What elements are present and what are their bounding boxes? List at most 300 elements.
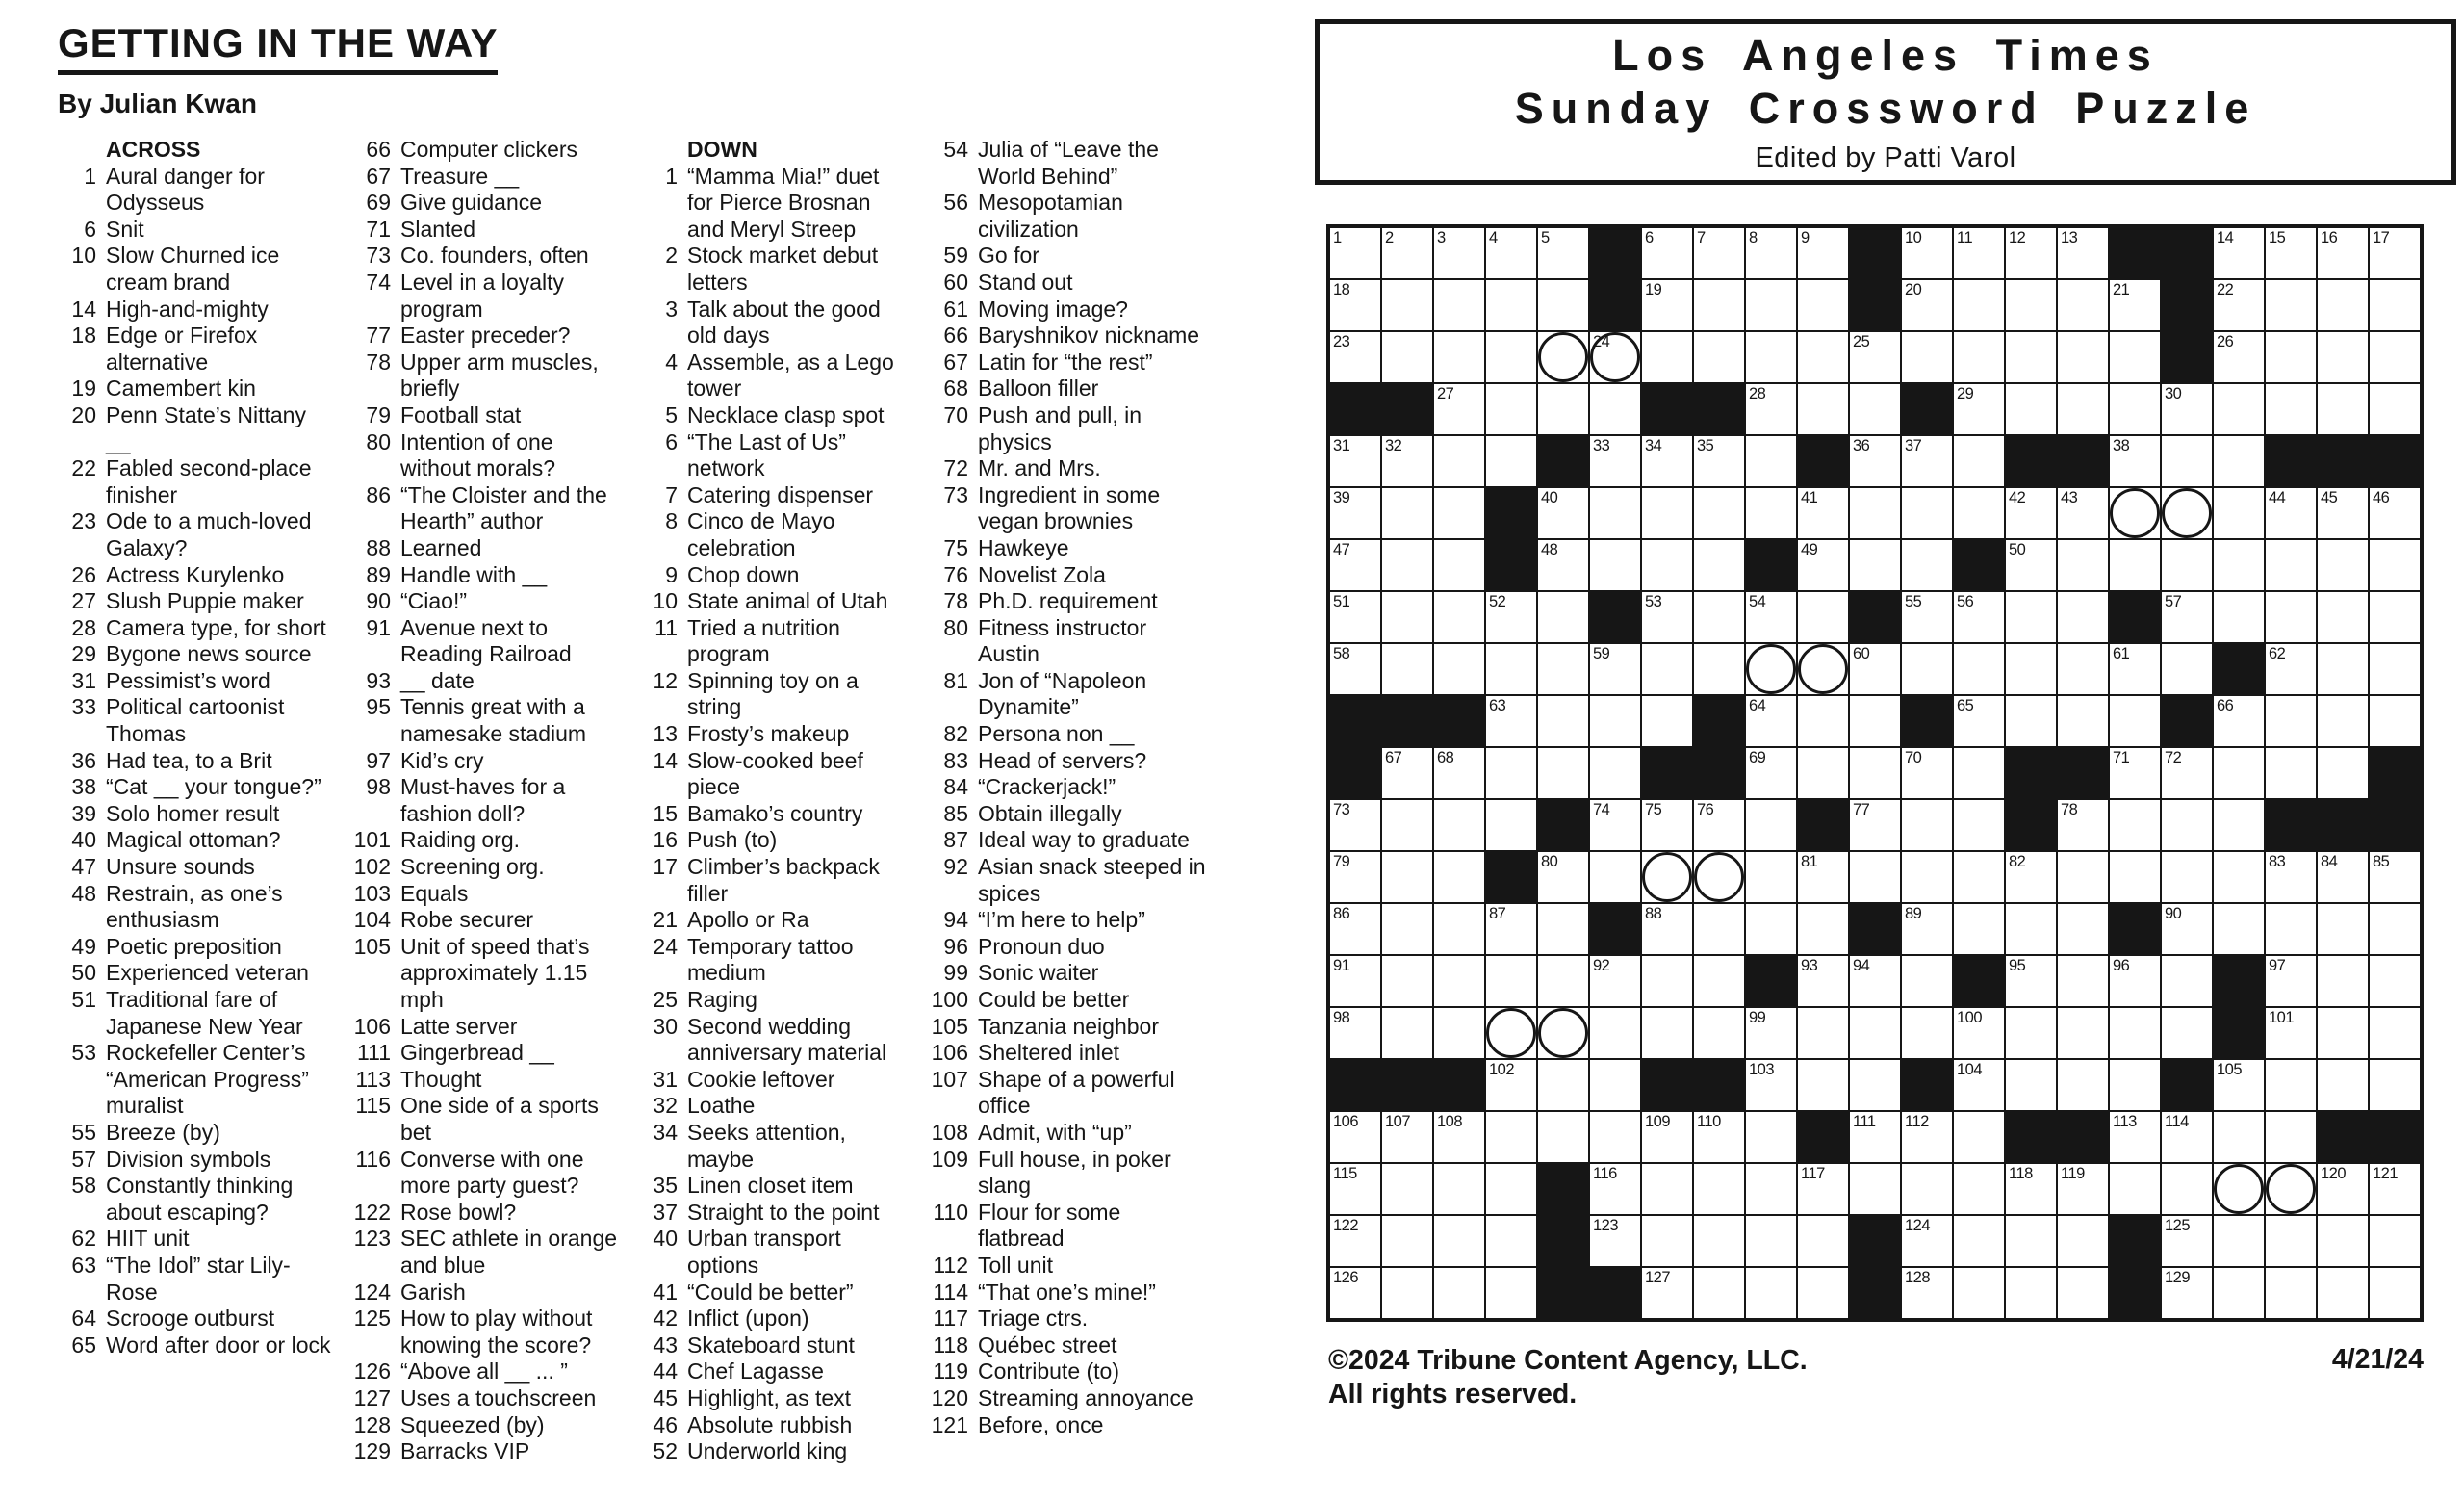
grid-cell[interactable] (1590, 1060, 1640, 1110)
grid-cell[interactable] (2110, 488, 2160, 538)
grid-cell[interactable] (1538, 488, 1588, 538)
grid-cell[interactable] (1694, 280, 1744, 330)
grid-cell[interactable] (2370, 904, 2420, 954)
grid-cell[interactable] (1746, 436, 1796, 486)
grid-cell[interactable] (2370, 696, 2420, 746)
grid-cell[interactable] (2058, 540, 2108, 590)
grid-cell[interactable] (1434, 280, 1484, 330)
grid-cell[interactable] (2266, 280, 2316, 330)
grid-cell[interactable] (1382, 228, 1432, 278)
grid-cell[interactable] (1486, 1060, 1536, 1110)
grid-cell[interactable] (1902, 1164, 1952, 1214)
grid-cell[interactable] (2006, 696, 2056, 746)
grid-cell[interactable] (2162, 956, 2212, 1006)
grid-cell[interactable] (1954, 1268, 2004, 1318)
grid-cell[interactable] (1694, 1216, 1744, 1266)
grid-cell[interactable] (2214, 1060, 2264, 1110)
grid-cell[interactable] (2110, 280, 2160, 330)
grid-cell[interactable] (1954, 1008, 2004, 1058)
grid-cell[interactable] (1746, 592, 1796, 642)
grid-cell[interactable] (1954, 1112, 2004, 1162)
grid-cell[interactable] (1642, 1112, 1692, 1162)
grid-cell[interactable] (2162, 1008, 2212, 1058)
grid-cell[interactable] (2006, 1060, 2056, 1110)
grid-cell[interactable] (1694, 592, 1744, 642)
grid-cell[interactable] (2006, 904, 2056, 954)
grid-cell[interactable] (1590, 488, 1640, 538)
grid-cell[interactable] (1486, 748, 1536, 798)
grid-cell[interactable] (2214, 1268, 2264, 1318)
grid-cell[interactable] (1434, 592, 1484, 642)
grid-cell[interactable] (1642, 332, 1692, 382)
grid-cell[interactable] (1382, 1164, 1432, 1214)
grid-cell[interactable] (1590, 436, 1640, 486)
grid-cell[interactable] (2214, 332, 2264, 382)
grid-cell[interactable] (1746, 1008, 1796, 1058)
grid-cell[interactable] (1434, 800, 1484, 850)
grid-cell[interactable] (1434, 748, 1484, 798)
grid-cell[interactable] (2214, 488, 2264, 538)
grid-cell[interactable] (1850, 696, 1900, 746)
grid-cell[interactable] (1642, 644, 1692, 694)
grid-cell[interactable] (1694, 540, 1744, 590)
grid-cell[interactable] (1330, 592, 1380, 642)
grid-cell[interactable] (1434, 1268, 1484, 1318)
grid-cell[interactable] (1382, 1216, 1432, 1266)
grid-cell[interactable] (2370, 1008, 2420, 1058)
grid-cell[interactable] (2266, 644, 2316, 694)
grid-cell[interactable] (1382, 800, 1432, 850)
grid-cell[interactable] (2370, 1060, 2420, 1110)
grid-cell[interactable] (1954, 644, 2004, 694)
grid-cell[interactable] (1330, 280, 1380, 330)
grid-cell[interactable] (1538, 280, 1588, 330)
grid-cell[interactable] (1434, 644, 1484, 694)
grid-cell[interactable] (2318, 1268, 2368, 1318)
grid-cell[interactable] (2318, 644, 2368, 694)
grid-cell[interactable] (2318, 384, 2368, 434)
grid-cell[interactable] (1798, 540, 1848, 590)
grid-cell[interactable] (1538, 592, 1588, 642)
grid-cell[interactable] (2266, 748, 2316, 798)
grid-cell[interactable] (1382, 644, 1432, 694)
grid-cell[interactable] (1486, 436, 1536, 486)
grid-cell[interactable] (1694, 1112, 1744, 1162)
grid-cell[interactable] (1434, 852, 1484, 902)
grid-cell[interactable] (2006, 956, 2056, 1006)
grid-cell[interactable] (2006, 280, 2056, 330)
grid-cell[interactable] (2110, 1008, 2160, 1058)
grid-cell[interactable] (1902, 592, 1952, 642)
grid-cell[interactable] (1486, 1268, 1536, 1318)
grid-cell[interactable] (2266, 1008, 2316, 1058)
grid-cell[interactable] (1902, 748, 1952, 798)
grid-cell[interactable] (1642, 488, 1692, 538)
grid-cell[interactable] (2266, 696, 2316, 746)
grid-cell[interactable] (1798, 332, 1848, 382)
grid-cell[interactable] (2162, 384, 2212, 434)
grid-cell[interactable] (2318, 228, 2368, 278)
grid-cell[interactable] (1850, 436, 1900, 486)
grid-cell[interactable] (2266, 904, 2316, 954)
grid-cell[interactable] (1434, 488, 1484, 538)
grid-cell[interactable] (1694, 1164, 1744, 1214)
grid-cell[interactable] (1902, 800, 1952, 850)
grid-cell[interactable] (2110, 696, 2160, 746)
grid-cell[interactable] (2214, 228, 2264, 278)
grid-cell[interactable] (2318, 540, 2368, 590)
grid-cell[interactable] (1850, 384, 1900, 434)
grid-cell[interactable] (2110, 1164, 2160, 1214)
grid-cell[interactable] (1850, 540, 1900, 590)
grid-cell[interactable] (2214, 436, 2264, 486)
grid-cell[interactable] (2006, 540, 2056, 590)
grid-cell[interactable] (2006, 1268, 2056, 1318)
grid-cell[interactable] (1590, 1216, 1640, 1266)
grid-cell[interactable] (1486, 956, 1536, 1006)
grid-cell[interactable] (1434, 384, 1484, 434)
grid-cell[interactable] (1902, 904, 1952, 954)
grid-cell[interactable] (2370, 384, 2420, 434)
grid-cell[interactable] (1434, 332, 1484, 382)
grid-cell[interactable] (1798, 280, 1848, 330)
grid-cell[interactable] (2266, 332, 2316, 382)
grid-cell[interactable] (1642, 436, 1692, 486)
grid-cell[interactable] (2058, 800, 2108, 850)
grid-cell[interactable] (2110, 956, 2160, 1006)
grid-cell[interactable] (2318, 696, 2368, 746)
grid-cell[interactable] (1330, 436, 1380, 486)
grid-cell[interactable] (2214, 1164, 2264, 1214)
grid-cell[interactable] (2110, 384, 2160, 434)
grid-cell[interactable] (2266, 1164, 2316, 1214)
grid-cell[interactable] (1382, 540, 1432, 590)
grid-cell[interactable] (2110, 1112, 2160, 1162)
grid-cell[interactable] (2370, 852, 2420, 902)
grid-cell[interactable] (2006, 644, 2056, 694)
grid-cell[interactable] (2370, 1164, 2420, 1214)
grid-cell[interactable] (1590, 956, 1640, 1006)
grid-cell[interactable] (1798, 1268, 1848, 1318)
grid-cell[interactable] (1434, 1216, 1484, 1266)
grid-cell[interactable] (1434, 540, 1484, 590)
grid-cell[interactable] (1486, 332, 1536, 382)
grid-cell[interactable] (2162, 748, 2212, 798)
grid-cell[interactable] (1538, 384, 1588, 434)
grid-cell[interactable] (1954, 852, 2004, 902)
grid-cell[interactable] (1902, 1008, 1952, 1058)
grid-cell[interactable] (2110, 800, 2160, 850)
grid-cell[interactable] (2214, 540, 2264, 590)
grid-cell[interactable] (2162, 800, 2212, 850)
grid-cell[interactable] (1798, 852, 1848, 902)
grid-cell[interactable] (1746, 488, 1796, 538)
grid-cell[interactable] (1486, 644, 1536, 694)
grid-cell[interactable] (2058, 1164, 2108, 1214)
grid-cell[interactable] (1694, 956, 1744, 1006)
grid-cell[interactable] (1382, 436, 1432, 486)
grid-cell[interactable] (1538, 696, 1588, 746)
grid-cell[interactable] (2162, 852, 2212, 902)
grid-cell[interactable] (1382, 904, 1432, 954)
grid-cell[interactable] (1330, 800, 1380, 850)
grid-cell[interactable] (1694, 1268, 1744, 1318)
grid-cell[interactable] (2214, 592, 2264, 642)
grid-cell[interactable] (1694, 1008, 1744, 1058)
grid-cell[interactable] (1798, 1164, 1848, 1214)
grid-cell[interactable] (2214, 384, 2264, 434)
grid-cell[interactable] (2266, 1216, 2316, 1266)
grid-cell[interactable] (1694, 800, 1744, 850)
grid-cell[interactable] (2318, 748, 2368, 798)
grid-cell[interactable] (2110, 644, 2160, 694)
grid-cell[interactable] (1382, 748, 1432, 798)
grid-cell[interactable] (1954, 488, 2004, 538)
grid-cell[interactable] (1746, 852, 1796, 902)
grid-cell[interactable] (2110, 436, 2160, 486)
grid-cell[interactable] (1538, 332, 1588, 382)
grid-cell[interactable] (1954, 384, 2004, 434)
grid-cell[interactable] (1642, 280, 1692, 330)
grid-cell[interactable] (1538, 540, 1588, 590)
grid-cell[interactable] (2162, 488, 2212, 538)
grid-cell[interactable] (1330, 852, 1380, 902)
grid-cell[interactable] (1590, 332, 1640, 382)
grid-cell[interactable] (1746, 1060, 1796, 1110)
grid-cell[interactable] (2266, 956, 2316, 1006)
grid-cell[interactable] (2370, 540, 2420, 590)
grid-cell[interactable] (1590, 644, 1640, 694)
grid-cell[interactable] (2266, 592, 2316, 642)
grid-cell[interactable] (1590, 748, 1640, 798)
grid-cell[interactable] (1382, 592, 1432, 642)
grid-cell[interactable] (1486, 280, 1536, 330)
grid-cell[interactable] (2266, 384, 2316, 434)
grid-cell[interactable] (2162, 1268, 2212, 1318)
grid-cell[interactable] (1330, 1008, 1380, 1058)
grid-cell[interactable] (1330, 488, 1380, 538)
grid-cell[interactable] (1382, 280, 1432, 330)
grid-cell[interactable] (2006, 1216, 2056, 1266)
grid-cell[interactable] (2162, 540, 2212, 590)
grid-cell[interactable] (1954, 592, 2004, 642)
grid-cell[interactable] (2214, 852, 2264, 902)
grid-cell[interactable] (1746, 1112, 1796, 1162)
grid-cell[interactable] (1330, 644, 1380, 694)
grid-cell[interactable] (1746, 332, 1796, 382)
grid-cell[interactable] (1746, 904, 1796, 954)
grid-cell[interactable] (2318, 488, 2368, 538)
grid-cell[interactable] (1382, 488, 1432, 538)
grid-cell[interactable] (1434, 436, 1484, 486)
grid-cell[interactable] (1642, 1164, 1692, 1214)
grid-cell[interactable] (1538, 956, 1588, 1006)
grid-cell[interactable] (1746, 280, 1796, 330)
grid-cell[interactable] (2370, 644, 2420, 694)
grid-cell[interactable] (1798, 488, 1848, 538)
grid-cell[interactable] (1850, 488, 1900, 538)
grid-cell[interactable] (1382, 852, 1432, 902)
grid-cell[interactable] (1746, 228, 1796, 278)
grid-cell[interactable] (2110, 1060, 2160, 1110)
grid-cell[interactable] (1746, 384, 1796, 434)
grid-cell[interactable] (1642, 800, 1692, 850)
grid-cell[interactable] (1330, 1164, 1380, 1214)
grid-cell[interactable] (2266, 488, 2316, 538)
grid-cell[interactable] (1798, 228, 1848, 278)
grid-cell[interactable] (2006, 228, 2056, 278)
grid-cell[interactable] (1642, 540, 1692, 590)
grid-cell[interactable] (1330, 332, 1380, 382)
grid-cell[interactable] (1902, 436, 1952, 486)
grid-cell[interactable] (1330, 1268, 1380, 1318)
grid-cell[interactable] (1330, 904, 1380, 954)
grid-cell[interactable] (2058, 904, 2108, 954)
grid-cell[interactable] (2266, 1268, 2316, 1318)
grid-cell[interactable] (2318, 332, 2368, 382)
grid-cell[interactable] (1434, 956, 1484, 1006)
grid-cell[interactable] (1590, 1112, 1640, 1162)
grid-cell[interactable] (1798, 384, 1848, 434)
grid-cell[interactable] (2318, 1216, 2368, 1266)
grid-cell[interactable] (2266, 228, 2316, 278)
grid-cell[interactable] (1434, 1008, 1484, 1058)
grid-cell[interactable] (2110, 852, 2160, 902)
grid-cell[interactable] (2370, 228, 2420, 278)
grid-cell[interactable] (2214, 800, 2264, 850)
grid-cell[interactable] (1382, 956, 1432, 1006)
grid-cell[interactable] (1642, 228, 1692, 278)
grid-cell[interactable] (2266, 1112, 2316, 1162)
grid-cell[interactable] (1642, 696, 1692, 746)
grid-cell[interactable] (2058, 696, 2108, 746)
grid-cell[interactable] (2058, 956, 2108, 1006)
grid-cell[interactable] (1694, 228, 1744, 278)
grid-cell[interactable] (1798, 1008, 1848, 1058)
grid-cell[interactable] (1902, 1216, 1952, 1266)
grid-cell[interactable] (1486, 904, 1536, 954)
grid-cell[interactable] (1590, 696, 1640, 746)
grid-cell[interactable] (1850, 644, 1900, 694)
grid-cell[interactable] (2058, 488, 2108, 538)
grid-cell[interactable] (1538, 1008, 1588, 1058)
grid-cell[interactable] (1538, 1060, 1588, 1110)
grid-cell[interactable] (1954, 800, 2004, 850)
grid-cell[interactable] (1902, 228, 1952, 278)
grid-cell[interactable] (1954, 280, 2004, 330)
grid-cell[interactable] (2110, 748, 2160, 798)
grid-cell[interactable] (1954, 332, 2004, 382)
grid-cell[interactable] (2058, 384, 2108, 434)
grid-cell[interactable] (2162, 1216, 2212, 1266)
grid-cell[interactable] (1486, 1216, 1536, 1266)
grid-cell[interactable] (1382, 332, 1432, 382)
grid-cell[interactable] (1538, 228, 1588, 278)
grid-cell[interactable] (2214, 1216, 2264, 1266)
grid-cell[interactable] (1902, 644, 1952, 694)
grid-cell[interactable] (1434, 904, 1484, 954)
grid-cell[interactable] (1642, 956, 1692, 1006)
grid-cell[interactable] (1642, 1268, 1692, 1318)
grid-cell[interactable] (2110, 332, 2160, 382)
grid-cell[interactable] (1850, 1112, 1900, 1162)
grid-cell[interactable] (1798, 904, 1848, 954)
grid-cell[interactable] (2006, 1164, 2056, 1214)
grid-cell[interactable] (2006, 852, 2056, 902)
grid-cell[interactable] (1746, 644, 1796, 694)
grid-cell[interactable] (1850, 332, 1900, 382)
grid-cell[interactable] (2318, 280, 2368, 330)
grid-cell[interactable] (1798, 956, 1848, 1006)
grid-cell[interactable] (2058, 852, 2108, 902)
grid-cell[interactable] (2214, 1112, 2264, 1162)
grid-cell[interactable] (1902, 1268, 1952, 1318)
grid-cell[interactable] (1642, 1008, 1692, 1058)
grid-cell[interactable] (1642, 904, 1692, 954)
grid-cell[interactable] (1798, 592, 1848, 642)
grid-cell[interactable] (2318, 904, 2368, 954)
grid-cell[interactable] (1902, 488, 1952, 538)
grid-cell[interactable] (1746, 748, 1796, 798)
grid-cell[interactable] (2058, 228, 2108, 278)
grid-cell[interactable] (1330, 1216, 1380, 1266)
grid-cell[interactable] (2370, 488, 2420, 538)
grid-cell[interactable] (2162, 1112, 2212, 1162)
grid-cell[interactable] (1694, 488, 1744, 538)
grid-cell[interactable] (1798, 1216, 1848, 1266)
grid-cell[interactable] (1850, 1164, 1900, 1214)
grid-cell[interactable] (1434, 1112, 1484, 1162)
grid-cell[interactable] (1694, 644, 1744, 694)
grid-cell[interactable] (1330, 228, 1380, 278)
grid-cell[interactable] (2058, 1268, 2108, 1318)
grid-cell[interactable] (1954, 696, 2004, 746)
grid-cell[interactable] (1486, 1008, 1536, 1058)
grid-cell[interactable] (1746, 1216, 1796, 1266)
grid-cell[interactable] (1746, 1164, 1796, 1214)
grid-cell[interactable] (2058, 1216, 2108, 1266)
grid-cell[interactable] (1798, 644, 1848, 694)
grid-cell[interactable] (2370, 280, 2420, 330)
grid-cell[interactable] (1850, 748, 1900, 798)
grid-cell[interactable] (1590, 800, 1640, 850)
grid-cell[interactable] (2370, 332, 2420, 382)
grid-cell[interactable] (1850, 800, 1900, 850)
grid-cell[interactable] (2162, 644, 2212, 694)
grid-cell[interactable] (2006, 488, 2056, 538)
grid-cell[interactable] (2370, 956, 2420, 1006)
grid-cell[interactable] (1538, 904, 1588, 954)
grid-cell[interactable] (1902, 1112, 1952, 1162)
grid-cell[interactable] (1486, 592, 1536, 642)
grid-cell[interactable] (2214, 904, 2264, 954)
grid-cell[interactable] (1798, 696, 1848, 746)
grid-cell[interactable] (2162, 1164, 2212, 1214)
grid-cell[interactable] (1486, 384, 1536, 434)
grid-cell[interactable] (1954, 1216, 2004, 1266)
grid-cell[interactable] (2006, 1008, 2056, 1058)
grid-cell[interactable] (1954, 228, 2004, 278)
grid-cell[interactable] (1746, 800, 1796, 850)
grid-cell[interactable] (2266, 852, 2316, 902)
grid-cell[interactable] (1902, 852, 1952, 902)
grid-cell[interactable] (2266, 1060, 2316, 1110)
grid-cell[interactable] (2110, 540, 2160, 590)
grid-cell[interactable] (2318, 592, 2368, 642)
grid-cell[interactable] (1590, 1164, 1640, 1214)
grid-cell[interactable] (1954, 1164, 2004, 1214)
grid-cell[interactable] (1798, 748, 1848, 798)
